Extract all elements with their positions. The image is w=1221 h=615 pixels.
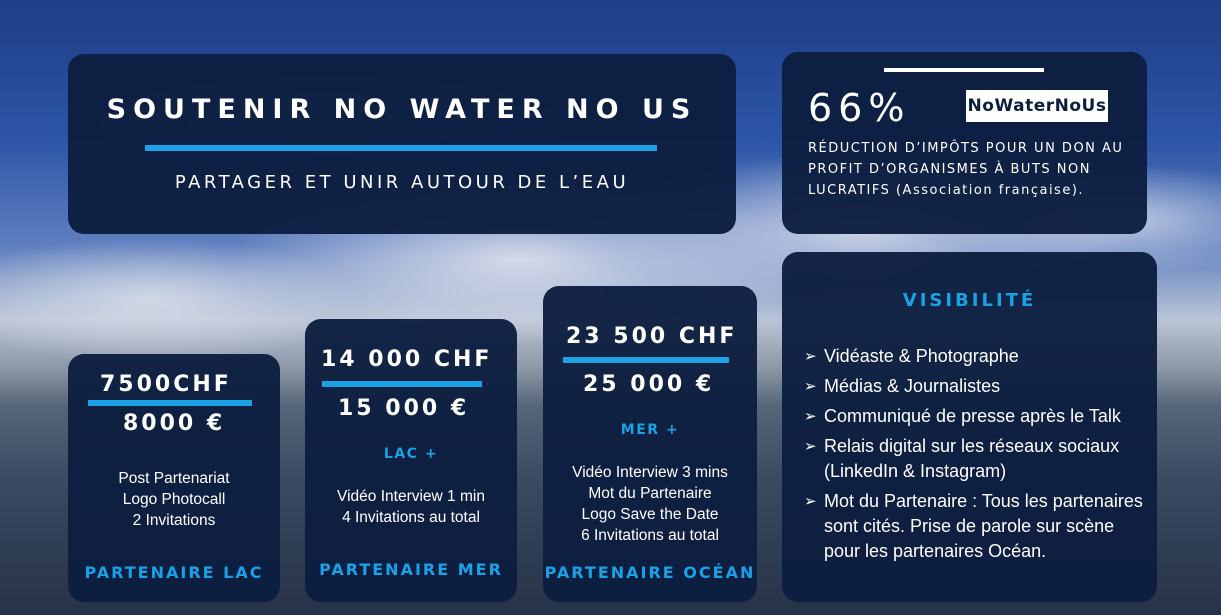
list-item-label: Communiqué de presse après le Talk: [824, 406, 1121, 426]
visibility-list: [804, 344, 1149, 569]
arrow-bullet-icon: ➢: [804, 493, 817, 510]
tier-price-eur: 15 000 €: [338, 396, 470, 421]
tier-benefits: [543, 462, 757, 546]
tier-price-chf: 7500CHF: [100, 372, 232, 397]
tier-benefit: 2 Invitations: [132, 512, 216, 529]
list-item: [804, 344, 1149, 369]
arrow-bullet-icon: ➢: [804, 348, 817, 365]
list-item-label: Relais digital sur les réseaux sociaux (LinkedIn & Instagram): [824, 436, 1120, 481]
list-item: [804, 374, 1149, 399]
hero-title: SOUTENIR NO WATER NO US: [106, 94, 698, 125]
tier-benefit: Vidéo Interview 1 min: [337, 488, 485, 505]
hero-divider: [145, 145, 657, 151]
tax-percent: 66%: [808, 86, 911, 130]
tier-price-chf: 23 500 CHF: [566, 324, 738, 349]
tier-divider: [88, 400, 252, 406]
tier-name: PARTENAIRE LAC: [84, 563, 264, 582]
hero-card: [68, 54, 736, 234]
tier-level: LAC +: [383, 446, 439, 462]
visibility-heading: VISIBILITÉ: [902, 290, 1037, 311]
tier-divider: [322, 381, 482, 387]
visibility-card: [782, 252, 1157, 602]
nowaternous-logo: NoWaterNoUs: [966, 90, 1108, 122]
tier-benefit: Mot du Partenaire: [588, 485, 712, 502]
list-item-label: Médias & Journalistes: [824, 376, 1001, 396]
tier-benefit: 6 Invitations au total: [581, 527, 719, 544]
tax-reduction-card: [782, 52, 1147, 234]
tier-price-chf: 14 000 CHF: [321, 347, 493, 372]
arrow-bullet-icon: ➢: [804, 408, 817, 425]
tax-top-line: [884, 68, 1044, 72]
tier-card-lac: [68, 354, 280, 602]
tier-benefit: Logo Photocall: [122, 491, 226, 508]
hero-subtitle: PARTAGER ET UNIR AUTOUR DE L’EAU: [174, 172, 630, 193]
tier-name: PARTENAIRE MER: [319, 560, 503, 579]
list-item: [804, 489, 1149, 564]
tier-benefit: Vidéo Interview 3 mins: [572, 464, 728, 481]
tier-price-eur: 25 000 €: [583, 372, 715, 397]
tier-price-eur: 8000 €: [123, 411, 226, 436]
tier-benefit: Post Partenariat: [118, 470, 230, 487]
arrow-bullet-icon: ➢: [804, 438, 817, 455]
tier-benefit: 4 Invitations au total: [342, 509, 480, 526]
arrow-bullet-icon: ➢: [804, 378, 817, 395]
tier-benefit: Logo Save the Date: [581, 506, 719, 523]
list-item-label: Vidéaste & Photographe: [824, 346, 1019, 366]
tax-description: RÉDUCTION D’IMPÔTS POUR UN DON AU PROFIT D’ORGANISMES À BUTS NON LUCRATIFS (Association française).: [808, 141, 1124, 198]
list-item: [804, 434, 1149, 484]
tier-card-ocean: [543, 286, 757, 602]
tier-divider: [563, 357, 729, 363]
tier-benefits: [305, 486, 517, 528]
tier-benefits: [68, 468, 280, 531]
list-item-label: Mot du Partenaire : Tous les partenaires sont cités. Prise de parole sur scène pour les partenaires Océan.: [824, 491, 1143, 561]
tier-level: MER +: [620, 422, 680, 438]
tier-card-mer: [305, 319, 517, 602]
list-item: [804, 404, 1149, 429]
tier-name: PARTENAIRE OCÉAN: [544, 563, 756, 582]
